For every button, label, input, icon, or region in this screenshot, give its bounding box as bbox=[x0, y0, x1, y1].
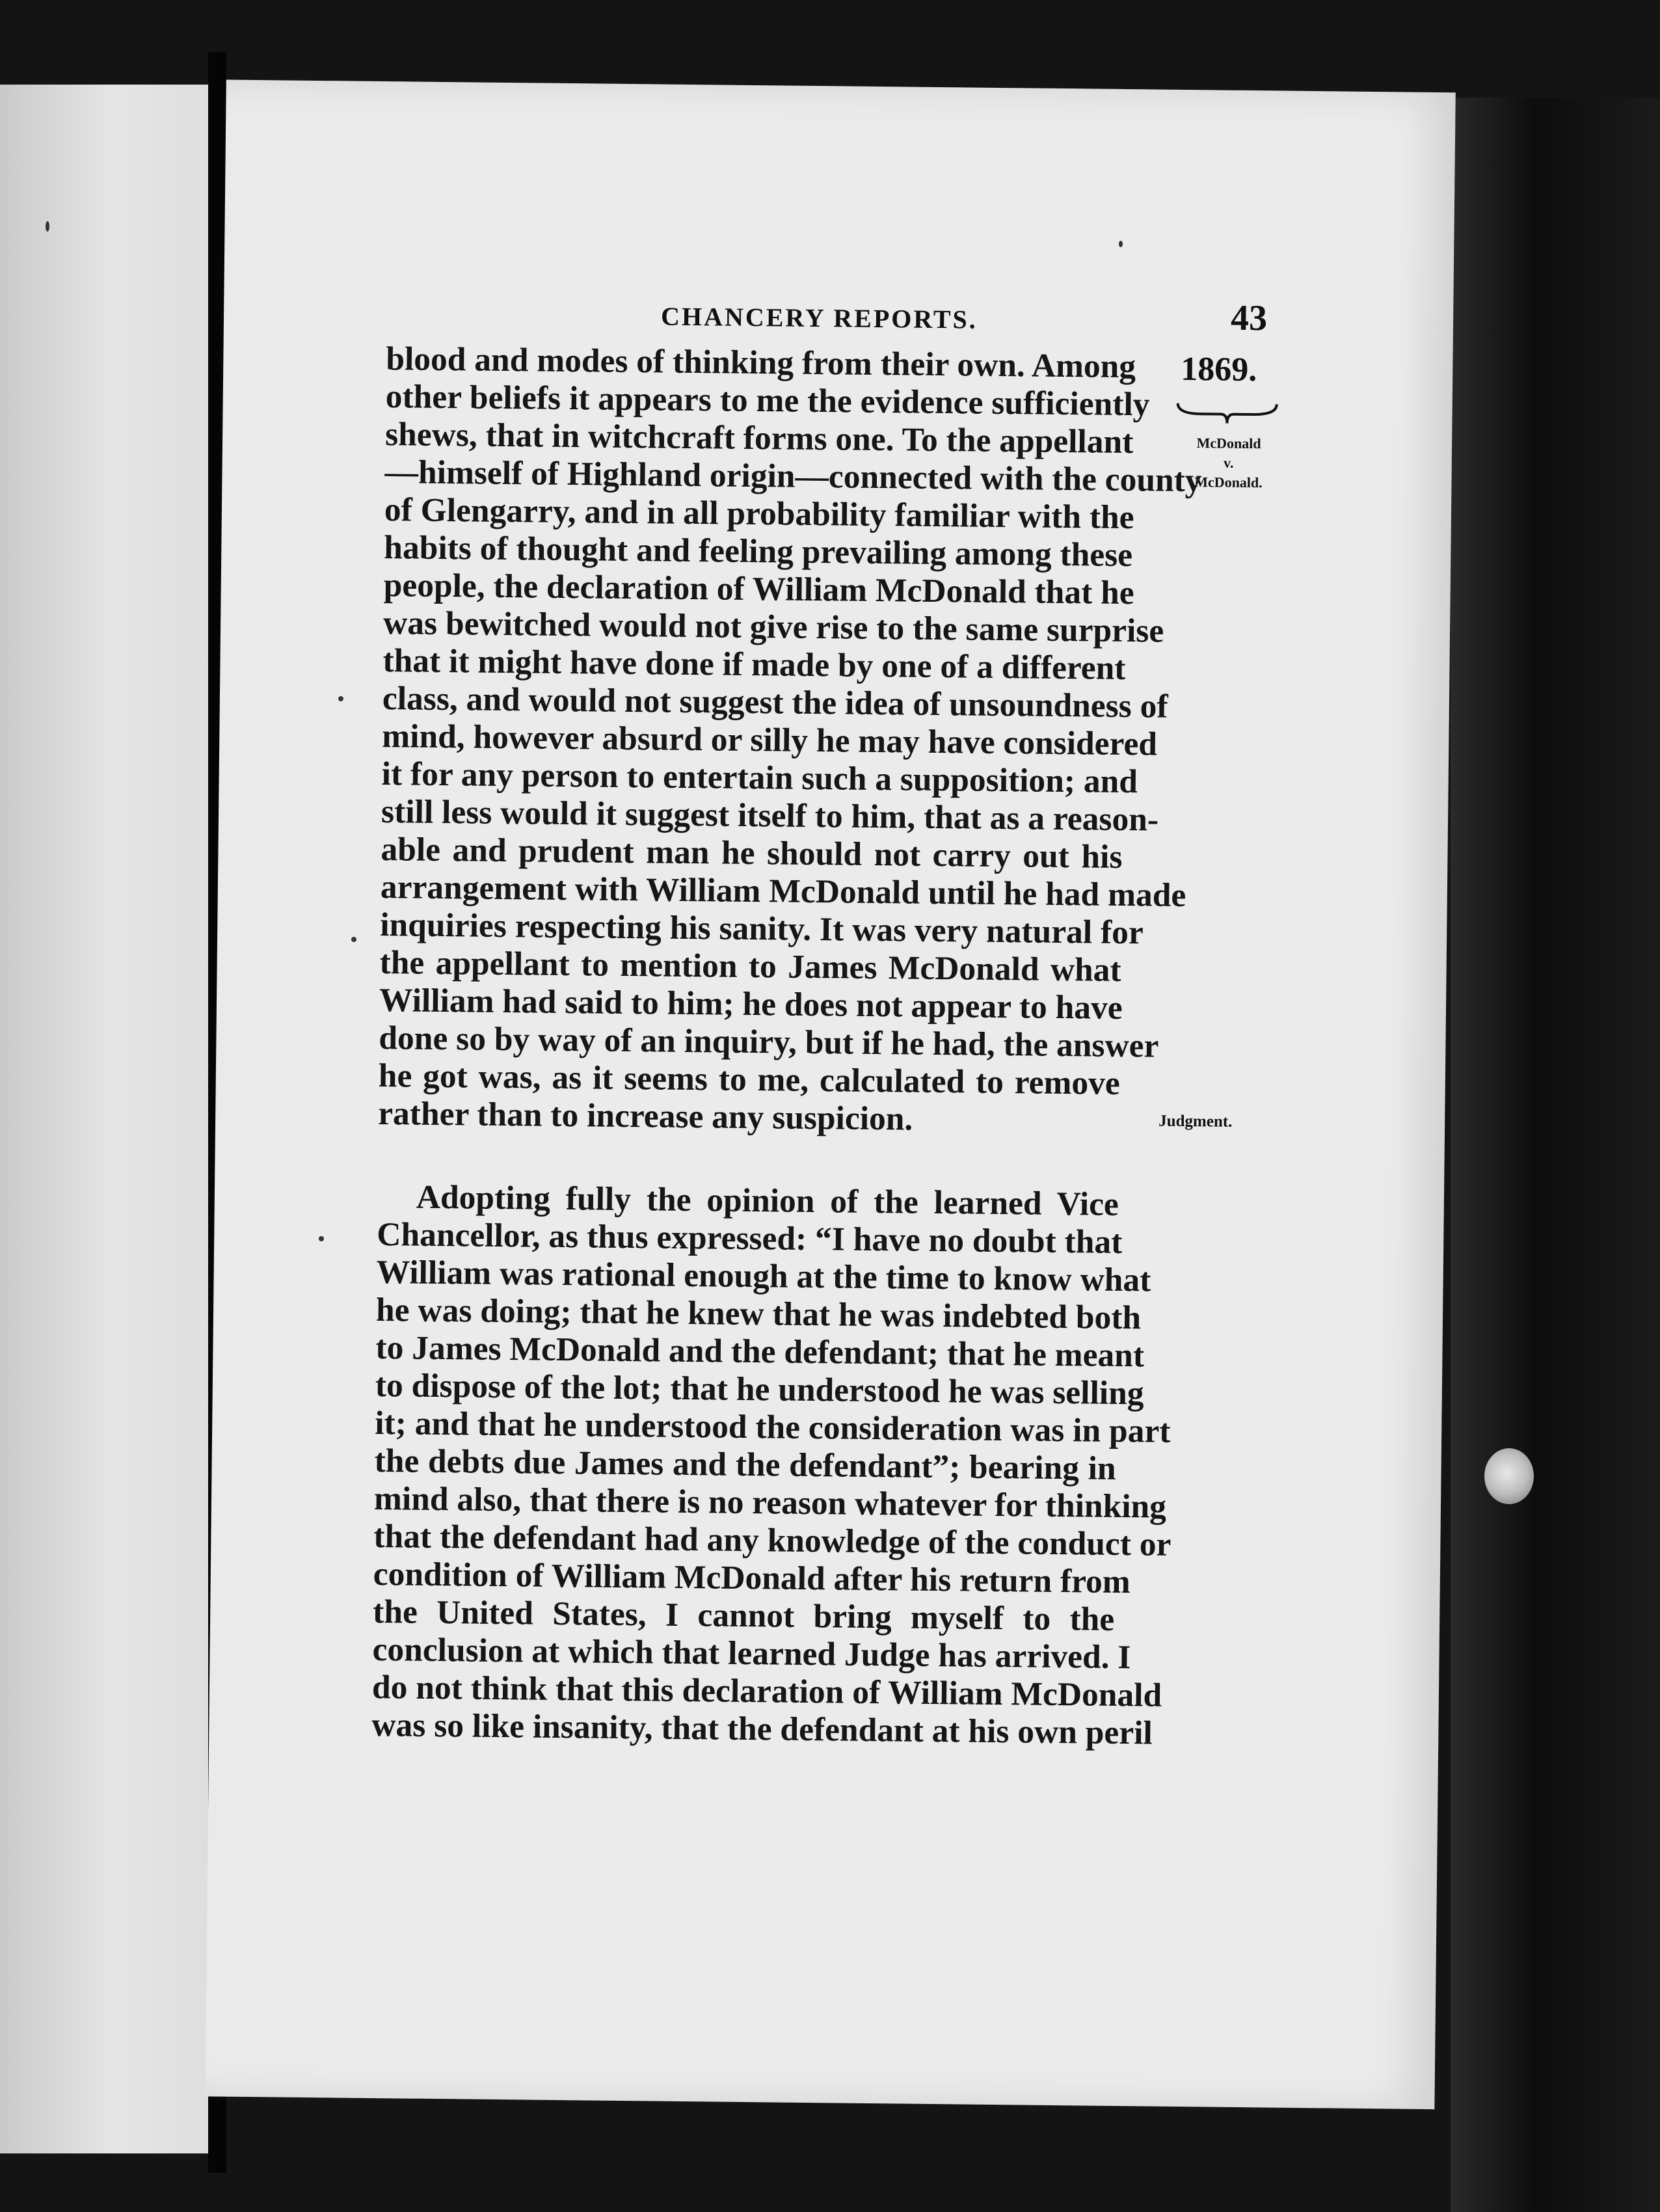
judgment-label: Judgment. bbox=[1158, 1112, 1233, 1131]
text-line: class, and would not suggest the idea of unsoundness of bbox=[382, 680, 1168, 725]
paragraph-2 bbox=[371, 1178, 1171, 1752]
ink-blot bbox=[1484, 1448, 1534, 1504]
case-versus: v. bbox=[1224, 454, 1234, 471]
text-line: of Glengarry, and in all probability familiar with the bbox=[384, 491, 1134, 537]
text-line: Chancellor, as thus expressed: “I have no doubt that bbox=[376, 1216, 1123, 1261]
text-line: William had said to him; he does not appear to have bbox=[379, 982, 1123, 1027]
text-line: mind also, that there is no reason whatever for thinking bbox=[373, 1480, 1167, 1526]
text-line: able and prudent man he should not carry out his bbox=[381, 831, 1123, 876]
text-line: people, the declaration of William McDonald that he bbox=[383, 567, 1134, 612]
page-edge-shadow bbox=[1451, 98, 1660, 2212]
text-line: blood and modes of thinking from their own. Among bbox=[386, 340, 1136, 386]
text-line: the United States, I cannot bring myself to the bbox=[372, 1593, 1115, 1638]
text-line: that the defendant had any knowledge of the conduct or bbox=[373, 1517, 1171, 1563]
text-line: he got was, as it seems to me, calculated to remove bbox=[378, 1057, 1121, 1102]
speck bbox=[46, 221, 49, 232]
text-line: was bewitched would not give rise to the same surprise bbox=[382, 604, 1164, 650]
speck bbox=[351, 937, 356, 942]
speck bbox=[319, 1236, 324, 1241]
text-line: the debts due James and the defendant”; bearing in bbox=[374, 1442, 1116, 1487]
text-line: it for any person to entertain such a supposition; and bbox=[381, 755, 1138, 801]
running-head: CHANCERY REPORTS. bbox=[660, 301, 978, 334]
case-party-1: McDonald bbox=[1196, 435, 1261, 452]
text-line: done so by way of an inquiry, but if he had, the answer bbox=[379, 1019, 1159, 1065]
text-line: it; and that he understood the consideration was in part bbox=[374, 1405, 1171, 1450]
paragraph-gap bbox=[377, 1133, 1119, 1186]
page-number: 43 bbox=[1230, 297, 1268, 339]
text-line: habits of thought and feeling prevailing among these bbox=[384, 529, 1133, 574]
text-line: to dispose of the lot; that he understood he was selling bbox=[375, 1367, 1144, 1412]
text-line: conclusion at which that learned Judge has arrived. I bbox=[372, 1630, 1131, 1677]
speck bbox=[338, 696, 343, 701]
text-line: other beliefs it appears to me the evidence sufficiently bbox=[385, 378, 1150, 424]
text-line: rather than to increase any suspicion. bbox=[377, 1095, 913, 1138]
case-party-2: McDonald. bbox=[1194, 474, 1263, 491]
text-line: condition of William McDonald after his return from bbox=[373, 1555, 1131, 1601]
text-line: William was rational enough at the time to know what bbox=[376, 1254, 1151, 1299]
text-line: still less would it suggest itself to him, that as a reason- bbox=[381, 793, 1159, 839]
page bbox=[174, 72, 1464, 2114]
text-line: the appellant to mention to James McDonald what bbox=[379, 944, 1121, 989]
text-line: to James McDonald and the defendant; that he meant bbox=[375, 1329, 1145, 1375]
margin-year: 1869. bbox=[1180, 350, 1257, 389]
text-line: was so like insanity, that the defendant at his own peril bbox=[371, 1706, 1153, 1752]
speck bbox=[1119, 241, 1123, 247]
text-line: he was doing; that he knew that he was indebted both bbox=[375, 1291, 1142, 1337]
text-line: shews, that in witchcraft forms one. To the appellant bbox=[384, 416, 1134, 461]
text-line: arrangement with William McDonald until he had made bbox=[380, 869, 1186, 915]
text-line: that it might have done if made by one of a different bbox=[382, 642, 1126, 688]
text-line: Adopting fully the opinion of the learned Vice bbox=[416, 1178, 1119, 1223]
text-line: —himself of Highland origin—connected with the county bbox=[384, 453, 1202, 500]
text-line: inquiries respecting his sanity. It was very natural for bbox=[379, 906, 1144, 952]
text-line: do not think that this declaration of William McDonald bbox=[371, 1668, 1162, 1714]
brace-icon bbox=[1175, 399, 1279, 427]
text-line: mind, however absurd or silly he may have considered bbox=[382, 718, 1158, 763]
